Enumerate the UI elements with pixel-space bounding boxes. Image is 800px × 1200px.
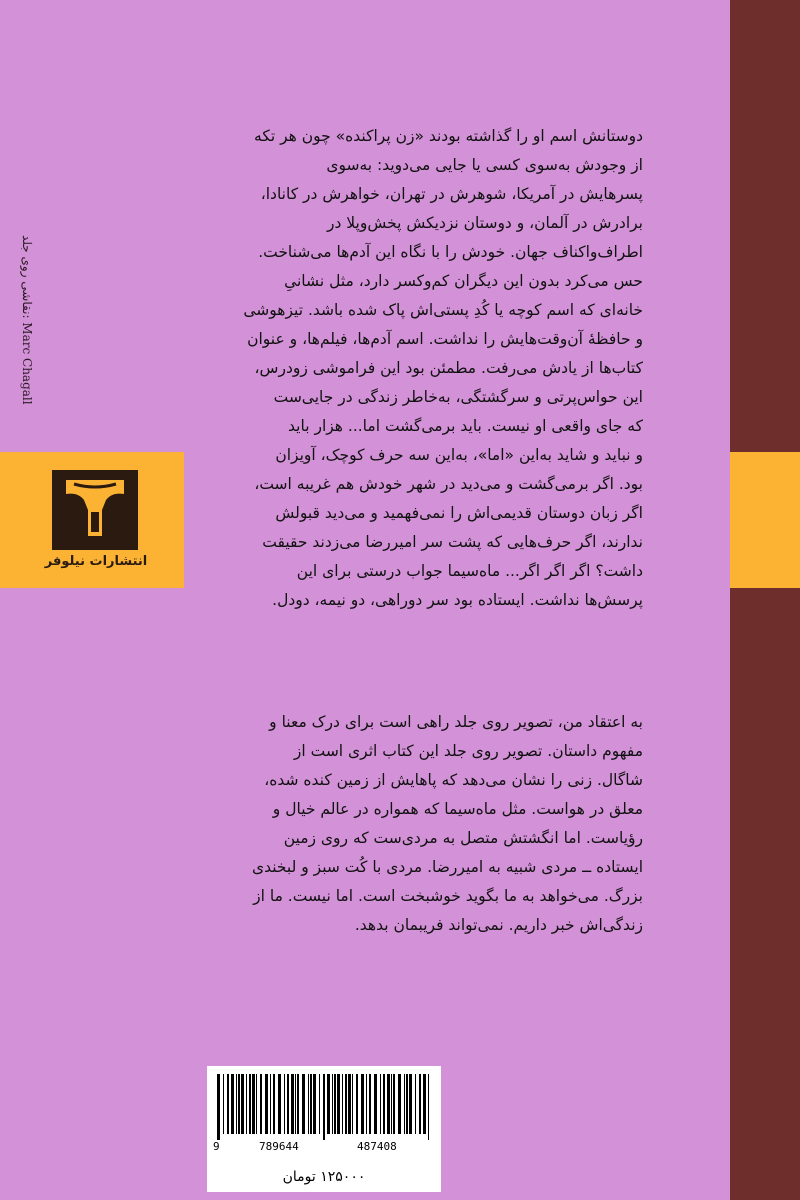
text-line: برادرش در آلمان، و دوستان نزدیکش پخش‌وپلا در <box>326 214 643 232</box>
barcode-bar <box>270 1074 271 1134</box>
barcode <box>207 1066 441 1166</box>
barcode-bar <box>342 1074 343 1134</box>
text-line: حس می‌کرد بدون این دیگران کم‌وکسر دارد، مثل نشانیِ <box>284 272 643 290</box>
barcode-bar <box>265 1074 268 1134</box>
text-line: ندارند، اگر حرف‌هایی که پشت سر امیررضا می‌زدند حقیقت <box>262 533 643 551</box>
barcode-digits-right: 487408 <box>357 1140 397 1153</box>
text-line: اطراف‌واکناف جهان. خودش را با نگاه این آدم‌ها می‌شناخت. <box>258 243 643 261</box>
text-line: به اعتقاد من، تصویر روی جلد راهی است برای درک معنا و <box>269 713 643 731</box>
text-line: پسرهایش در آمریکا، شوهرش در تهران، خواهرش در کانادا، <box>260 185 643 203</box>
text-line: کتاب‌ها از یادش می‌رفت. مطمئن بود این فراموشی زودرس، <box>254 359 643 377</box>
text-line: مفهوم داستان. تصویر روی جلد این کتاب اثری است از <box>293 742 643 760</box>
barcode-bar <box>284 1074 285 1134</box>
barcode-bar <box>217 1074 220 1140</box>
barcode-bar <box>406 1074 408 1134</box>
barcode-bar <box>404 1074 405 1134</box>
text-line: بود. اگر برمی‌گشت و می‌دید در شهر خودش هم غریبه است، <box>254 475 643 493</box>
text-line: که جای واقعی او نیست. باید برمی‌گشت اما... هزار باید <box>288 417 643 435</box>
barcode-bar <box>374 1074 377 1134</box>
barcode-bar <box>273 1074 275 1134</box>
spine-accent-band <box>730 452 800 588</box>
barcode-bar <box>352 1074 353 1134</box>
text-line: دوستانش اسم او را گذاشته بودند «زن پراکنده» چون هر تکه <box>254 127 643 145</box>
barcode-bar <box>236 1074 237 1134</box>
barcode-bar <box>323 1074 325 1140</box>
text-line: از وجودش به‌سوی کسی یا جایی می‌دوید: به‌سوی <box>326 156 643 174</box>
barcode-bar <box>249 1074 251 1134</box>
barcode-bar <box>369 1074 371 1134</box>
barcode-bar <box>227 1074 229 1134</box>
barcode-bar <box>319 1074 320 1134</box>
barcode-bar <box>308 1074 309 1134</box>
text-line: زندگی‌اش خبر داریم. نمی‌تواند فریبمان بدهد. <box>354 916 643 934</box>
barcode-bar <box>252 1074 255 1134</box>
barcode-bar <box>345 1074 347 1134</box>
barcode-bar <box>423 1074 426 1134</box>
text-line: و حافظهٔ آن‌وقت‌هایش را نداشت. اسم آدم‌ها، فیلم‌ها، و عنوان <box>247 330 643 348</box>
barcode-bar <box>334 1074 336 1134</box>
barcode-bar <box>310 1074 312 1134</box>
barcode-bar <box>297 1074 299 1134</box>
barcode-bar <box>415 1074 416 1134</box>
barcode-bar <box>387 1074 390 1134</box>
barcode-bar <box>391 1074 392 1134</box>
barcode-bar <box>241 1074 244 1134</box>
text-line: اگر زبان دوستان قدیمی‌اش را نمی‌فهمید و می‌دید قبولش <box>275 504 643 522</box>
barcode-bar <box>419 1074 421 1134</box>
barcode-digits-left: 789644 <box>259 1140 299 1153</box>
barcode-bar <box>256 1074 257 1134</box>
barcode-bar <box>428 1074 429 1140</box>
barcode-bar <box>393 1074 395 1134</box>
barcode-bar <box>238 1074 240 1134</box>
barcode-bar <box>380 1074 381 1134</box>
barcode-bar <box>291 1074 294 1134</box>
barcode-bar <box>409 1074 412 1134</box>
text-line: شاگال. زنی را نشان می‌دهد که پاهایش از زمین کنده شده، <box>264 771 643 789</box>
text-line: و نباید و شاید به‌این «اما»، به‌این سه حرف کوچک، آویزان <box>275 446 643 464</box>
text-line: ایستاده ــ مردی شبیه به امیررضا. مردی با کُت سبز و لبخندی <box>251 858 643 876</box>
barcode-bar <box>327 1074 330 1134</box>
book-spine <box>730 0 800 1200</box>
blurb-paragraph-1 <box>233 122 643 615</box>
text-line: این حواس‌پرتی و سرگشتگی، به‌خاطر زندگی در جایی‌ست <box>273 388 643 406</box>
text-line: پرسش‌ها نداشت. ایستاده بود سر دوراهی، دو نیمه، دودل. <box>272 591 643 609</box>
text-line: بزرگ. می‌خواهد به ما بگوید خوشبخت است. اما نیست. ما از <box>253 887 643 905</box>
barcode-bar <box>383 1074 385 1134</box>
barcode-bar <box>295 1074 296 1134</box>
barcode-bar <box>332 1074 333 1134</box>
text-line: رؤیاست. اما انگشتش متصل به مردی‌ست که روی زمین <box>283 829 643 847</box>
barcode-bar <box>361 1074 364 1134</box>
blurb-paragraph-2 <box>233 708 643 940</box>
text-line: معلق در هواست. مثل ماه‌سیما که همواره در عالم خیال و <box>272 800 643 818</box>
barcode-bar <box>246 1074 247 1134</box>
barcode-bar <box>260 1074 262 1134</box>
barcode-bar <box>366 1074 367 1134</box>
publisher-name: انتشارات نیلوفر <box>44 554 148 569</box>
barcode-bar <box>302 1074 305 1134</box>
barcode-bar <box>356 1074 358 1134</box>
text-line: خانه‌ای که اسم کوچه یا کُدِ پستی‌اش پاک شده باشد. تیزهوشی <box>243 301 643 319</box>
barcode-bar <box>287 1074 289 1134</box>
text-line: داشت؟ اگر اگر اگر... ماه‌سیما جواب درستی برای این <box>296 562 643 580</box>
barcode-bar <box>337 1074 340 1134</box>
barcode-bar <box>313 1074 316 1134</box>
niloufar-logo-icon <box>52 470 138 550</box>
barcode-bar <box>231 1074 234 1134</box>
barcode-digit-first: 9 <box>213 1140 220 1153</box>
barcode-bar <box>278 1074 281 1134</box>
barcode-bars <box>217 1074 431 1140</box>
cover-art-credit: نقاشی روی جلد: Marc Chagall <box>20 235 34 405</box>
barcode-bar <box>223 1074 224 1134</box>
barcode-bar <box>348 1074 351 1134</box>
barcode-bar <box>398 1074 401 1134</box>
price-label: ۱۲۵۰۰۰ تومان <box>207 1166 441 1192</box>
